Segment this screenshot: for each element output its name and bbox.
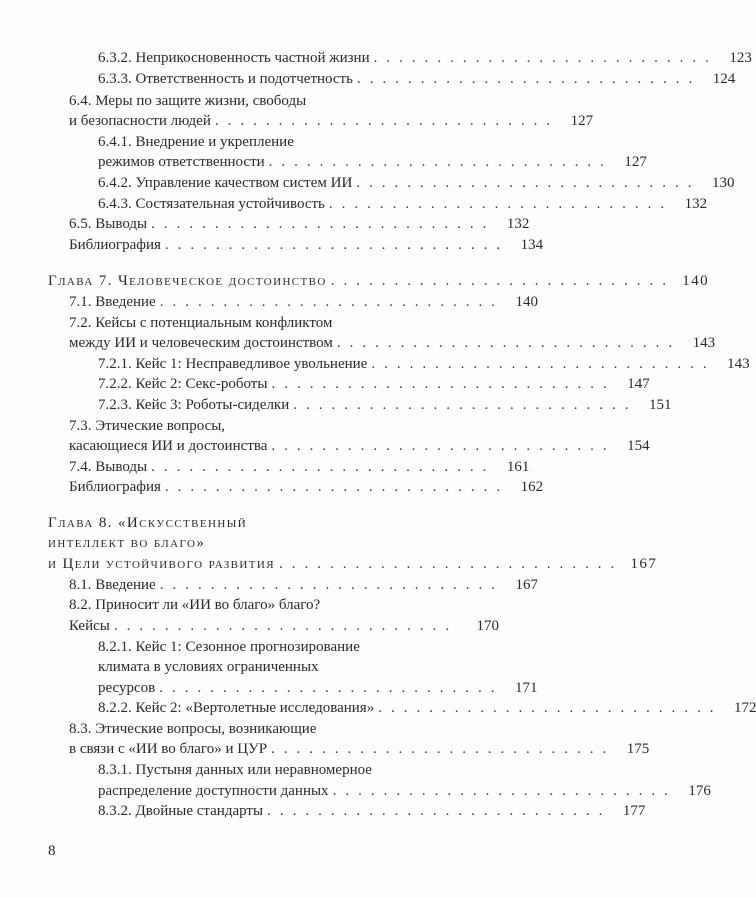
toc-page-number: 171	[514, 680, 538, 696]
toc-entry[interactable]	[98, 193, 708, 215]
toc-entry-title: ресурсов	[98, 680, 156, 696]
toc-page-number: 176	[688, 783, 711, 799]
toc-entry[interactable]	[98, 373, 650, 395]
page-number: 8	[48, 843, 56, 859]
toc-entry[interactable]	[98, 151, 647, 173]
toc-entry-title: распределение доступности данных	[98, 783, 329, 799]
toc-page-number: 134	[520, 237, 544, 253]
toc-entry-title: 8.1. Введение	[69, 577, 156, 593]
leader-dots: ...........................	[151, 459, 496, 475]
toc-entry-title: 8.2.2. Кейс 2: «Вертолетные исследования»	[98, 700, 375, 716]
toc-entry-title: 8.3.2. Двойные стандарты	[98, 803, 264, 819]
chapter-title[interactable]: Глава 8. «Искусственный	[48, 515, 248, 531]
toc-entry-title[interactable]: 6.4. Меры по защите жизни, свободы	[69, 93, 307, 109]
chapter-title[interactable]: интеллект во благо»	[48, 535, 206, 551]
leader-dots: ...........................	[378, 700, 723, 716]
toc-page-number: 143	[727, 356, 750, 372]
toc-entry-title: 6.5. Выводы	[69, 216, 148, 232]
toc-entry-title: 7.2.2. Кейс 2: Секс-роботы	[98, 376, 268, 392]
toc-entry[interactable]	[98, 800, 646, 822]
toc-page-number: 151	[649, 397, 672, 413]
toc-entry-title[interactable]: 7.2. Кейсы с потенциальным конфликтом	[69, 315, 333, 331]
toc-page-number: 140	[682, 273, 709, 289]
toc-entry[interactable]	[98, 697, 756, 719]
toc-page-number: 132	[684, 196, 708, 212]
toc-entry-title[interactable]: 8.3. Этические вопросы, возникающие	[69, 721, 317, 737]
toc-entry-title[interactable]: 8.2.1. Кейс 1: Сезонное прогнозирование	[98, 639, 360, 655]
toc-entry-title: между ИИ и человеческим достоинством	[69, 335, 333, 351]
leader-dots: ...........................	[151, 216, 496, 232]
toc-entry[interactable]	[98, 394, 672, 416]
toc-entry[interactable]	[69, 234, 544, 256]
toc-entry-title[interactable]: 8.3.1. Пустыня данных или неравномерное	[98, 762, 372, 778]
toc-entry-title: в связи с «ИИ во благо» и ЦУР	[69, 741, 268, 757]
toc-entry[interactable]	[69, 476, 544, 498]
toc-entry-title: 7.1. Введение	[69, 294, 156, 310]
leader-dots: ...........................	[159, 577, 504, 593]
leader-dots: ...........................	[159, 294, 504, 310]
toc-page-number: 130	[712, 175, 735, 191]
toc-page-number: 167	[630, 556, 658, 572]
toc-entry-title: Библиография	[69, 237, 161, 253]
toc-page-number: 172	[733, 700, 756, 716]
toc-entry[interactable]	[69, 332, 716, 354]
leader-dots: ...........................	[356, 175, 701, 191]
toc-entry-title: 6.4.3. Состязательная устойчивость	[98, 196, 325, 212]
toc-entry[interactable]	[98, 677, 538, 699]
toc-page-number: 123	[729, 50, 752, 66]
toc-entry-title: режимов ответственности	[98, 154, 265, 170]
toc-entry-title[interactable]: 7.3. Этические вопросы,	[69, 418, 226, 434]
toc-entry[interactable]	[69, 435, 650, 457]
toc-entry-title: 6.3.2. Неприкосновенность частной жизни	[98, 50, 370, 66]
leader-dots: ...........................	[328, 196, 674, 212]
toc-entry-title: 7.2.1. Кейс 1: Несправедливое увольнение	[98, 356, 368, 372]
leader-dots: ...........................	[271, 438, 616, 454]
chapter-title: Глава 7. Человеческое достоинство	[48, 273, 327, 289]
toc-page-number: 147	[627, 376, 650, 392]
toc-entry[interactable]	[69, 615, 499, 637]
toc-entry-title: 6.4.2. Управление качеством систем ИИ	[98, 175, 353, 191]
toc-entry[interactable]	[69, 291, 538, 313]
toc-entry-title: 6.3.3. Ответственность и подотчетность	[98, 71, 353, 87]
toc-page-number: 127	[570, 113, 594, 129]
toc-entry[interactable]	[98, 172, 735, 194]
leader-dots: ...........................	[332, 783, 677, 799]
toc-entry[interactable]	[69, 738, 650, 760]
toc-page-number: 177	[622, 803, 646, 819]
toc-entry[interactable]	[98, 353, 750, 375]
leader-dots: ...........................	[267, 803, 612, 819]
leader-dots: ...........................	[373, 50, 718, 66]
toc-entry[interactable]	[69, 110, 594, 132]
toc-entry-title: 7.4. Выводы	[69, 459, 148, 475]
toc-page-number: 124	[712, 71, 736, 87]
toc-entry-title: Кейсы	[69, 618, 110, 634]
leader-dots: ...........................	[356, 71, 702, 87]
toc-entry[interactable]	[98, 47, 752, 69]
leader-dots: ...........................	[271, 376, 616, 392]
toc-entry-title: 7.2.3. Кейс 3: Роботы-сиделки	[98, 397, 290, 413]
toc-page-number: 167	[515, 577, 538, 593]
leader-dots: ...........................	[113, 618, 459, 634]
toc-page-number: 170	[476, 618, 499, 634]
toc-entry[interactable]	[69, 574, 538, 596]
toc-page-number: 143	[692, 335, 716, 351]
toc-page-number: 140	[515, 294, 538, 310]
toc-entry-title[interactable]: 8.2. Приносит ли «ИИ во благо» благо?	[69, 597, 321, 613]
toc-entry-title: и безопасности людей	[69, 113, 211, 129]
leader-dots: ...........................	[330, 273, 675, 289]
leader-dots: ...........................	[293, 397, 638, 413]
toc-page-number: 175	[626, 741, 650, 757]
toc-page-number: 162	[520, 479, 544, 495]
toc-entry-title: Библиография	[69, 479, 161, 495]
toc-entry-title[interactable]: климата в условиях ограниченных	[98, 659, 319, 675]
leader-dots: ...........................	[159, 680, 504, 696]
leader-dots: ...........................	[164, 237, 510, 253]
toc-entry-title[interactable]: 6.4.1. Внедрение и укрепление	[98, 134, 294, 150]
leader-dots: ...........................	[278, 556, 624, 572]
toc-page-number: 127	[624, 154, 647, 170]
leader-dots: ...........................	[336, 335, 682, 351]
toc-entry-title: касающиеся ИИ и достоинства	[69, 438, 268, 454]
toc-entry[interactable]	[69, 213, 530, 235]
leader-dots: ...........................	[271, 741, 616, 757]
toc-page-number: 132	[506, 216, 530, 232]
toc-entry[interactable]	[69, 456, 530, 478]
leader-dots: ...........................	[371, 356, 716, 372]
toc-chapter-entry[interactable]	[48, 270, 709, 292]
toc-chapter-entry[interactable]	[48, 553, 658, 575]
toc-page-number: 161	[506, 459, 530, 475]
leader-dots: ...........................	[164, 479, 510, 495]
toc-entry[interactable]	[98, 68, 736, 90]
leader-dots: ...........................	[214, 113, 560, 129]
toc-page-number: 154	[627, 438, 650, 454]
chapter-title: и Цели устойчивого развития	[48, 556, 275, 572]
leader-dots: ...........................	[268, 154, 613, 170]
toc-entry[interactable]	[98, 780, 711, 802]
